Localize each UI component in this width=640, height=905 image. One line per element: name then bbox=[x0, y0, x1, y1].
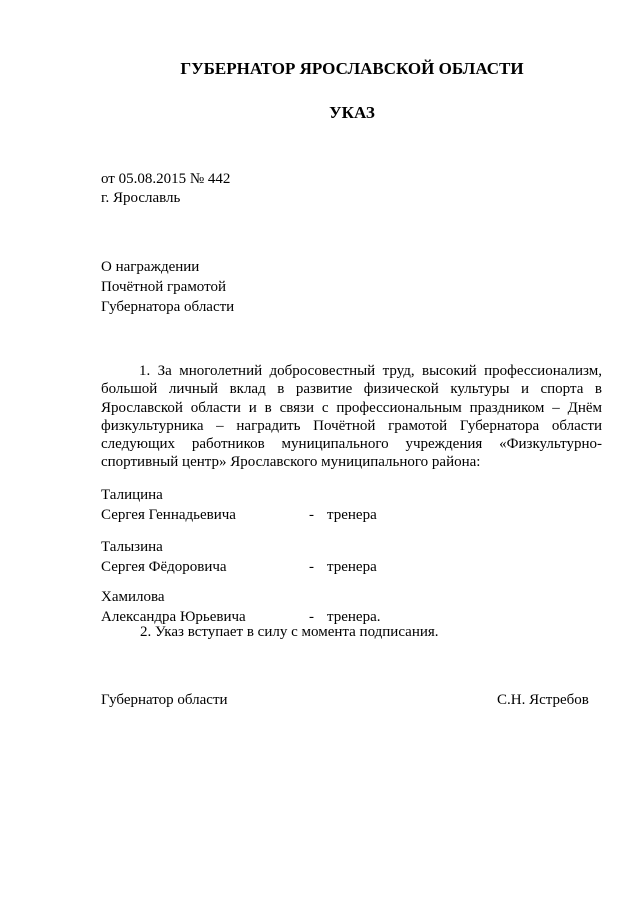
paragraph-1 bbox=[101, 362, 602, 472]
awardee-surname: Хамилова bbox=[101, 589, 165, 605]
awardee-name: Александра Юрьевича bbox=[101, 609, 246, 625]
awardee-surname: Талызина bbox=[101, 539, 163, 555]
city: г. Ярославль bbox=[101, 190, 181, 206]
signature-position: Губернатор области bbox=[101, 692, 228, 708]
document-type: УКАЗ bbox=[329, 103, 375, 122]
subject-line: Почётной грамотой bbox=[101, 279, 226, 295]
document-subject bbox=[101, 257, 234, 317]
awardee-entry bbox=[101, 485, 501, 525]
document-meta bbox=[101, 170, 230, 208]
awardee-name: Сергея Фёдоровича bbox=[101, 559, 227, 575]
awardee-entry bbox=[101, 587, 501, 627]
awardee-name: Сергея Геннадьевича bbox=[101, 507, 236, 523]
paragraph-1-text: 1. За многолетний добросовестный труд, высокий профессионализм, большой личный вклад в развитие физической культуры и спорта в Ярославской области и в связи с профессиональным праздником – Днём физкультурника – наградить Почётной грамотой Губернатора области следующих работников муниципального учреждения «Физкультурно-спортивный центр» Ярославского муниципального района: bbox=[101, 363, 602, 471]
awardee-surname: Талицина bbox=[101, 487, 163, 503]
subject-line: О награждении bbox=[101, 259, 200, 275]
awardee-row bbox=[101, 557, 501, 577]
awardee-role: тренера bbox=[327, 559, 377, 575]
awardee-dash: - bbox=[309, 507, 314, 523]
awardee-role: тренера. bbox=[327, 609, 381, 625]
document-authority: ГУБЕРНАТОР ЯРОСЛАВСКОЙ ОБЛАСТИ bbox=[180, 59, 524, 78]
signature-name: С.Н. Ястребов bbox=[497, 692, 589, 708]
paragraph-2: 2. Указ вступает в силу с момента подписания. bbox=[140, 624, 439, 640]
awardee-dash: - bbox=[309, 609, 314, 625]
awardee-row bbox=[101, 505, 501, 525]
awardee-role: тренера bbox=[327, 507, 377, 523]
awardee-entry bbox=[101, 537, 501, 577]
date-number: от 05.08.2015 № 442 bbox=[101, 171, 231, 187]
awardee-dash: - bbox=[309, 559, 314, 575]
subject-line: Губернатора области bbox=[101, 299, 235, 315]
